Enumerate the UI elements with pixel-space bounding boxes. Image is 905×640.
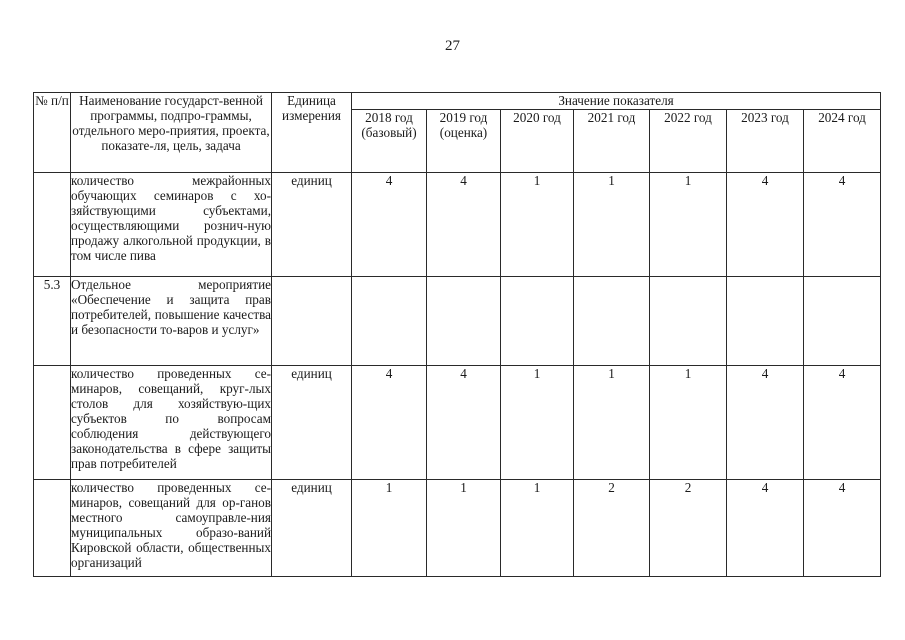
- header-row-top: [34, 93, 881, 110]
- row-name: Отдельное мероприятие «Обеспечение и защита прав потребителей, повышение качества и безопасности то-варов и услуг»: [71, 277, 272, 366]
- header-year-2021: 2021 год: [574, 110, 650, 173]
- value-2023: 4: [727, 366, 804, 480]
- value-2022: 1: [650, 366, 727, 480]
- value-2019: 1: [427, 480, 501, 577]
- value-2022: 1: [650, 173, 727, 277]
- row-name: количество межрайонных обучающих семинаров с хо-зяйствующими субъектами, осуществляющими рознич-ную продажу алкогольной продукции, в том числе пива: [71, 173, 272, 277]
- value-2019: 4: [427, 173, 501, 277]
- value-2018: 4: [352, 366, 427, 480]
- header-value-group: Значение показателя: [352, 93, 881, 110]
- value-2024: [804, 277, 881, 366]
- row-name: количество проведенных се-минаров, совещаний для ор-ганов местного самоуправле-ния муниципальных образо-ваний Кировской области, общественных организаций: [71, 480, 272, 577]
- value-2019: 4: [427, 366, 501, 480]
- value-2024: 4: [804, 366, 881, 480]
- row-unit: единиц: [272, 366, 352, 480]
- row-unit: единиц: [272, 480, 352, 577]
- value-2022: 2: [650, 480, 727, 577]
- row-num: 5.3: [34, 277, 71, 366]
- table-row: [34, 366, 881, 480]
- value-2021: [574, 277, 650, 366]
- page-number: 27: [445, 38, 460, 54]
- header-year-2020: 2020 год: [501, 110, 574, 173]
- value-2023: 4: [727, 480, 804, 577]
- value-2023: 4: [727, 173, 804, 277]
- value-2020: 1: [501, 173, 574, 277]
- value-2018: 1: [352, 480, 427, 577]
- row-unit: единиц: [272, 173, 352, 277]
- header-num: № п/п: [34, 93, 71, 173]
- value-2021: 1: [574, 173, 650, 277]
- row-num: [34, 366, 71, 480]
- header-year-2024: 2024 год: [804, 110, 881, 173]
- value-2020: [501, 277, 574, 366]
- table-row: [34, 277, 881, 366]
- row-unit: [272, 277, 352, 366]
- table-row: [34, 173, 881, 277]
- row-name: количество проведенных се-минаров, совещаний, круг-лых столов для хозяйствую-щих субъектов по вопросам соблюдения действующего законодательства в сфере защиты прав потребителей: [71, 366, 272, 480]
- table-row: [34, 480, 881, 577]
- value-2018: [352, 277, 427, 366]
- header-year-2018: 2018 год (базовый): [352, 110, 427, 173]
- value-2023: [727, 277, 804, 366]
- value-2021: 1: [574, 366, 650, 480]
- value-2019: [427, 277, 501, 366]
- indicators-table: [33, 92, 881, 577]
- header-name: Наименование государст-венной программы, подпро-граммы, отдельного меро-приятия, проекта, показате-ля, цель, задача: [71, 93, 272, 173]
- header-unit: Единица измерения: [272, 93, 352, 173]
- value-2022: [650, 277, 727, 366]
- header-year-2022: 2022 год: [650, 110, 727, 173]
- value-2024: 4: [804, 173, 881, 277]
- value-2024: 4: [804, 480, 881, 577]
- row-num: [34, 480, 71, 577]
- header-year-2023: 2023 год: [727, 110, 804, 173]
- row-num: [34, 173, 71, 277]
- header-year-2019: 2019 год (оценка): [427, 110, 501, 173]
- value-2018: 4: [352, 173, 427, 277]
- value-2021: 2: [574, 480, 650, 577]
- value-2020: 1: [501, 366, 574, 480]
- value-2020: 1: [501, 480, 574, 577]
